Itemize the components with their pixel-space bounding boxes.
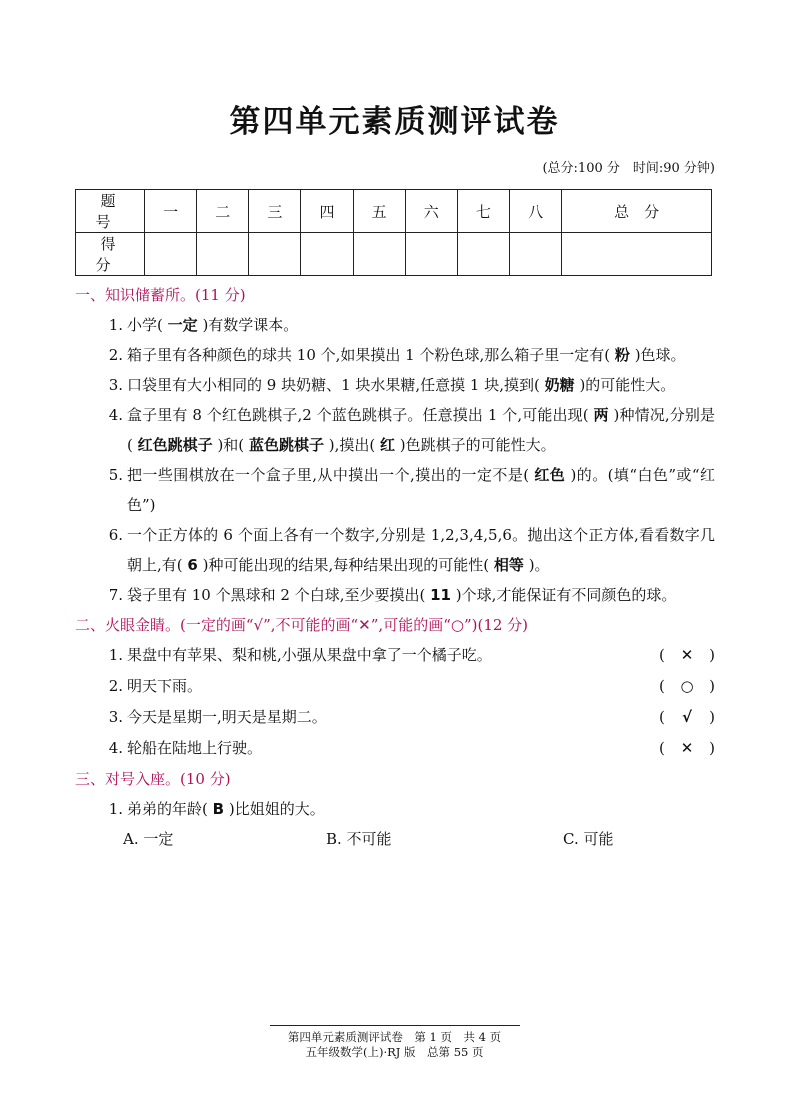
score-cell (562, 233, 712, 276)
score-cell (405, 233, 457, 276)
exam-content (75, 280, 715, 854)
answer: B (212, 800, 225, 818)
answer: ○ (680, 677, 694, 695)
answer-bracket: ( ✕ ) (659, 640, 715, 671)
score-col-3: 三 (249, 190, 301, 233)
score-cell (457, 233, 509, 276)
question-number: 2. (108, 677, 123, 695)
question-number: 1. (108, 646, 123, 664)
answer: 两 (593, 406, 609, 424)
question (75, 370, 715, 400)
question-number: 7. (108, 586, 123, 604)
answer: 一定 (167, 316, 198, 334)
question-number: 3. (108, 708, 123, 726)
question-number: 5. (108, 466, 123, 484)
question (75, 520, 715, 580)
question (75, 460, 715, 520)
answer: 蓝色跳棋子 (248, 436, 324, 454)
score-col-4: 四 (301, 190, 353, 233)
answer: 11 (430, 586, 451, 604)
score-cell (301, 233, 353, 276)
question-number: 1. (108, 316, 123, 334)
question-number: 2. (108, 346, 123, 364)
question-text: 果盘中有苹果、梨和桃,小强从果盘中拿了一个橘子吃。 (127, 646, 492, 664)
answer: √ (681, 708, 692, 726)
score-col-2: 二 (197, 190, 249, 233)
score-cell (510, 233, 562, 276)
score-col-7: 七 (457, 190, 509, 233)
option-c: C. 可能 (563, 830, 614, 848)
page-title: 第四单元素质测评试卷 (229, 104, 560, 140)
option-a: A. 一定 (123, 830, 174, 848)
question-text: 袋子里有 10 个黑球和 2 个白球,至少要摸出( 11 )个球,才能保证有不同颜色的球。 (127, 586, 677, 604)
score-col-1: 一 (145, 190, 197, 233)
score-col-total: 总 分 (562, 190, 712, 233)
answer-bracket: ( √ ) (659, 702, 715, 733)
answer: ✕ (680, 739, 694, 757)
exam-meta: (总分:100 分 时间:90 分钟) (542, 161, 715, 176)
question-text: 口袋里有大小相同的 9 块奶糖、1 块水果糖,任意摸 1 块,摸到( 奶糖 )的可能性大。 (127, 376, 676, 394)
answer: 红色跳棋子 (137, 436, 213, 454)
question-text: 弟弟的年龄( B )比姐姐的大。 (127, 800, 325, 818)
score-cell (197, 233, 249, 276)
score-col-8: 八 (510, 190, 562, 233)
score-table-header-label: 题 号 (76, 190, 145, 233)
option-b: B. 不可能 (326, 830, 392, 848)
question (75, 310, 715, 340)
question-text: 轮船在陆地上行驶。 (127, 739, 263, 757)
question-text: 一个正方体的 6 个面上各有一个数字,分别是 1,2,3,4,5,6。抛出这个正方体,看看数字几朝上,有( 6 )种可能出现的结果,每种结果出现的可能性( 相等 )。 (127, 526, 715, 574)
answer: 相等 (493, 556, 524, 574)
question-text: 小学( 一定 )有数学课本。 (127, 316, 299, 334)
score-cell (353, 233, 405, 276)
answer-bracket: ( ✕ ) (659, 733, 715, 764)
answer: 6 (187, 556, 198, 574)
answer-bracket: ( ○ ) (659, 671, 715, 702)
footer-line-2: 五年级数学(上)·RJ 版 总第 55 页 (305, 1045, 484, 1059)
score-col-6: 六 (405, 190, 457, 233)
question (75, 400, 715, 460)
score-table-score-row (76, 233, 712, 276)
judgement-item (75, 733, 715, 764)
answer: 红 (380, 436, 396, 454)
question (75, 340, 715, 370)
choice-options (75, 824, 715, 854)
footer-divider (270, 1025, 520, 1026)
score-col-5: 五 (353, 190, 405, 233)
section-heading: 二、火眼金睛。(一定的画“√”,不可能的画“✕”,可能的画“○”)(12 分) (75, 616, 529, 634)
question (75, 794, 715, 824)
question-number: 6. (108, 526, 123, 544)
question-number: 4. (108, 739, 123, 757)
question-number: 1. (108, 800, 123, 818)
score-table (75, 189, 712, 276)
footer-line-1: 第四单元素质测评试卷 第 1 页 共 4 页 (287, 1030, 502, 1044)
section-heading: 一、知识储蓄所。(11 分) (75, 286, 246, 304)
question-text: 明天下雨。 (127, 677, 203, 695)
page-footer (0, 1015, 789, 1060)
question-number: 4. (108, 406, 123, 424)
answer: 红色 (534, 466, 566, 484)
judgement-item (75, 702, 715, 733)
answer: 奶糖 (544, 376, 575, 394)
question-text: 今天是星期一,明天是星期二。 (127, 708, 327, 726)
answer: 粉 (614, 346, 630, 364)
score-table-row-label: 得 分 (76, 233, 145, 276)
answer: ✕ (680, 646, 694, 664)
section-heading: 三、对号入座。(10 分) (75, 770, 231, 788)
question-text: 箱子里有各种颜色的球共 10 个,如果摸出 1 个粉色球,那么箱子里一定有( 粉 )色球。 (127, 346, 686, 364)
judgement-item (75, 671, 715, 702)
judgement-item (75, 640, 715, 671)
question (75, 580, 715, 610)
score-table-header-row (76, 190, 712, 233)
question-text: 盒子里有 8 个红色跳棋子,2 个蓝色跳棋子。任意摸出 1 个,可能出现( 两 )种情况,分别是( 红色跳棋子 )和( 蓝色跳棋子 ),摸出( 红 )色跳棋子的可能性大。 (127, 406, 715, 454)
question-number: 3. (108, 376, 123, 394)
score-cell (249, 233, 301, 276)
question-text: 把一些围棋放在一个盒子里,从中摸出一个,摸出的一定不是( 红色 )的。(填“白色”或“红色”) (127, 466, 715, 514)
